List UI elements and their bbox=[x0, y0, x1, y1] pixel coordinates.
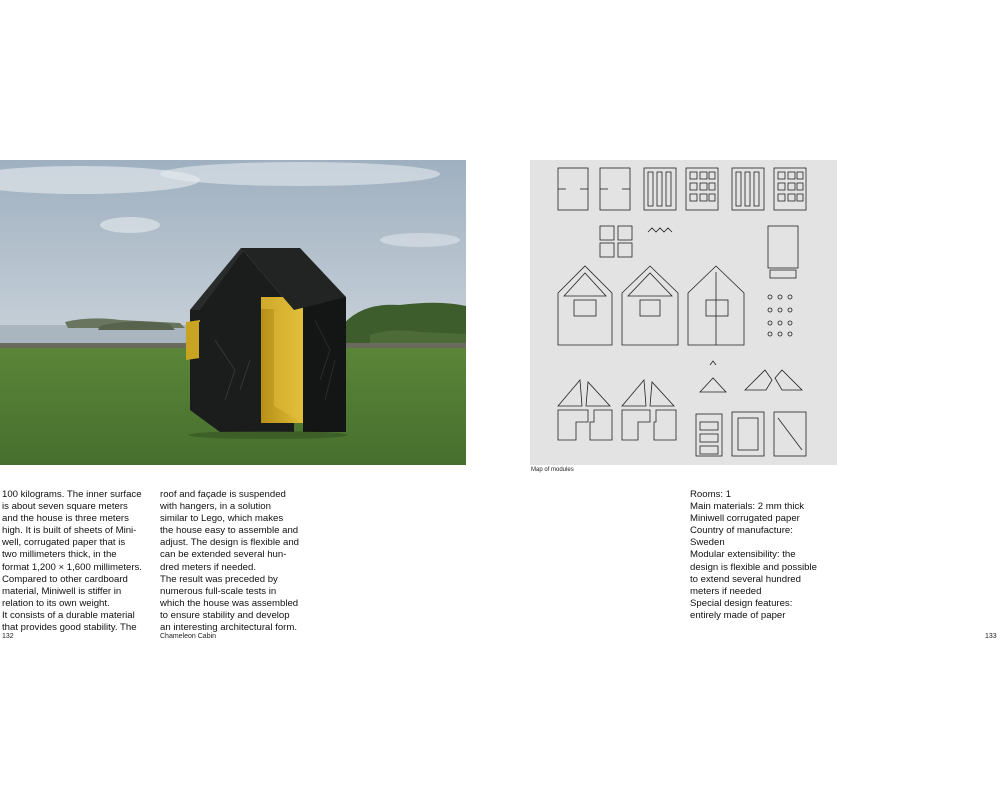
specs-column bbox=[690, 489, 840, 622]
text-line: and the house is three meters bbox=[2, 513, 129, 525]
text-line: relation to its own weight. bbox=[2, 597, 110, 609]
text-line: 100 kilograms. The inner surface bbox=[2, 489, 142, 500]
cabin-photograph bbox=[0, 160, 466, 465]
page-number-left: 132 bbox=[2, 633, 14, 640]
module-map-drawing bbox=[530, 160, 837, 465]
text-line: an interesting architectural form. bbox=[160, 622, 298, 634]
text-line: two millimeters thick, in the bbox=[2, 549, 117, 561]
text-line: dred meters if needed. bbox=[160, 561, 256, 573]
text-line: It consists of a durable material bbox=[2, 609, 135, 621]
text-line: with hangers, in a solution bbox=[160, 501, 271, 513]
running-title: Chameleon Cabin bbox=[160, 633, 217, 640]
text-line: can be extended several hun- bbox=[160, 549, 287, 561]
body-text-column-1 bbox=[2, 489, 152, 634]
spec-line: Country of manufacture: bbox=[690, 525, 793, 537]
text-line: the house easy to assemble and bbox=[160, 525, 299, 537]
text-line: is about seven square meters bbox=[2, 501, 128, 513]
spec-line: Sweden bbox=[690, 537, 725, 549]
text-line: adjust. The design is flexible and bbox=[160, 537, 300, 549]
spec-line: Rooms: 1 bbox=[690, 489, 732, 500]
text-line: high. It is built of sheets of Mini- bbox=[2, 525, 137, 537]
body-text-column-2 bbox=[160, 489, 315, 634]
spec-line: Miniwell corrugated paper bbox=[690, 513, 800, 525]
text-line: that provides good stability. The bbox=[2, 622, 137, 634]
spec-line: Modular extensibility: the bbox=[690, 549, 796, 561]
text-line: format 1,200 × 1,600 millimeters. bbox=[2, 561, 142, 573]
text-line: similar to Lego, which makes bbox=[160, 513, 284, 525]
spec-line: to extend several hundred bbox=[690, 573, 801, 585]
text-line: well, corrugated paper that is bbox=[2, 537, 126, 549]
text-line: numerous full-scale tests in bbox=[160, 585, 277, 597]
spec-line: Main materials: 2 mm thick bbox=[690, 501, 805, 513]
text-line: The result was preceded by bbox=[160, 573, 278, 585]
spec-line: entirely made of paper bbox=[690, 609, 786, 621]
text-line: roof and façade is suspended bbox=[160, 489, 286, 500]
drawing-caption: Map of modules bbox=[531, 467, 574, 473]
spec-line: Special design features: bbox=[690, 597, 793, 609]
spec-line: meters if needed bbox=[690, 585, 762, 597]
text-line: to ensure stability and develop bbox=[160, 609, 290, 621]
text-line: which the house was assembled bbox=[160, 597, 299, 609]
text-line: material, Miniwell is stiffer in bbox=[2, 585, 122, 597]
text-line: Compared to other cardboard bbox=[2, 573, 128, 585]
spec-line: design is flexible and possible bbox=[690, 561, 817, 573]
page-number-right: 133 bbox=[985, 633, 997, 640]
